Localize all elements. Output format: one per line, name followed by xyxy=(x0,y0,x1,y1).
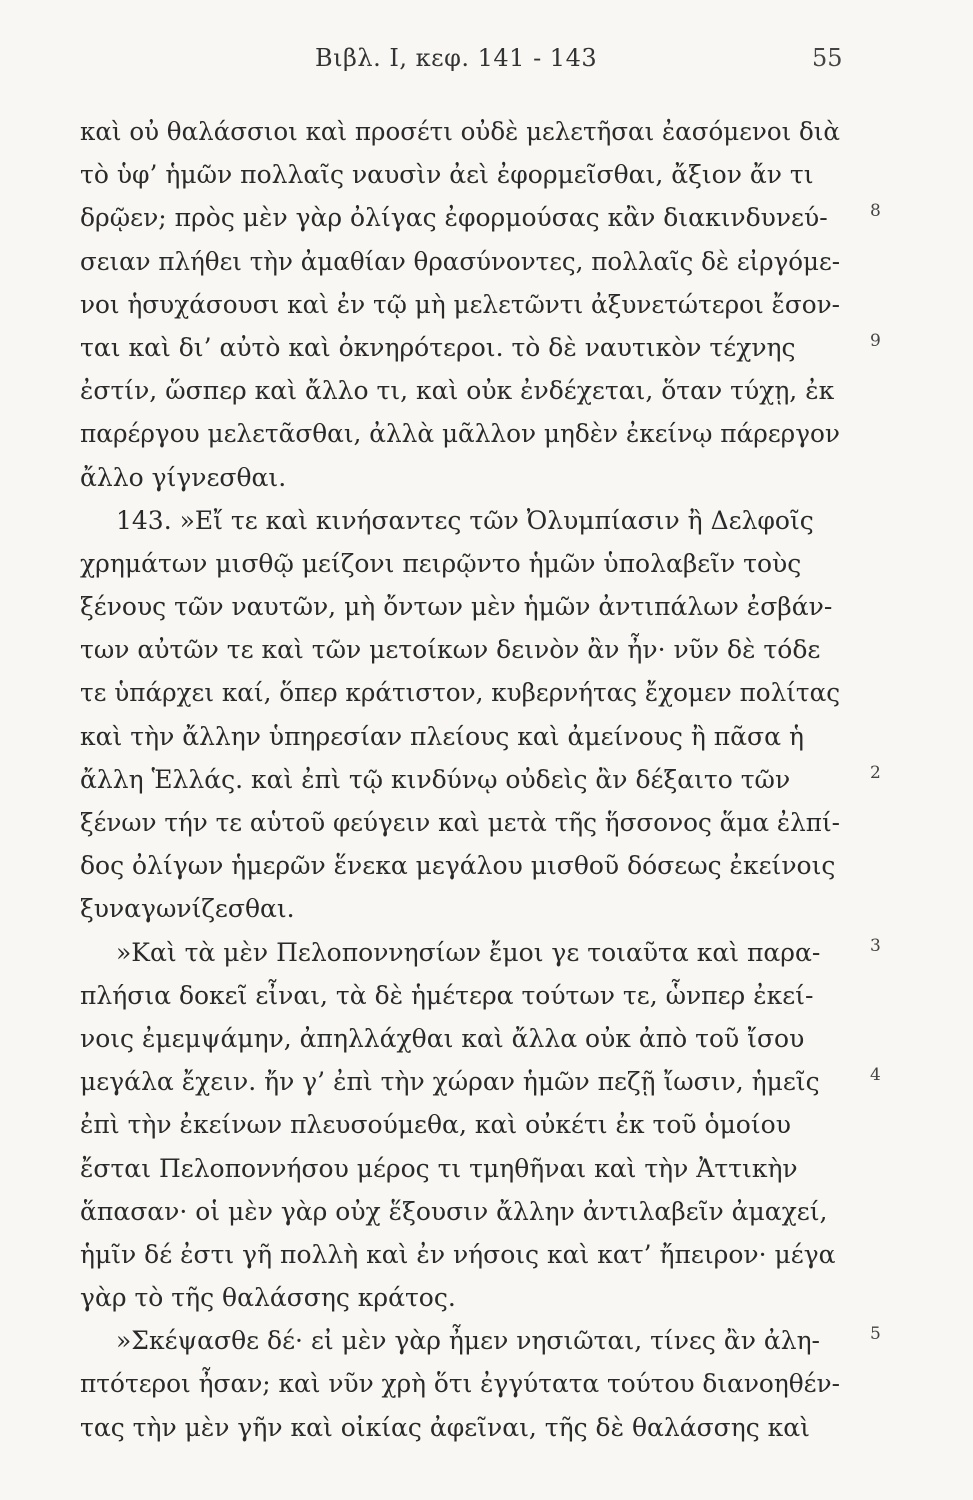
text-line xyxy=(80,1103,880,1146)
section-number: 4 xyxy=(870,1065,881,1086)
text-line xyxy=(80,1362,880,1405)
section-number: 3 xyxy=(870,935,881,956)
text-line xyxy=(80,1060,880,1103)
text-line xyxy=(80,1147,880,1190)
text-line xyxy=(80,887,880,930)
line-text: πλήσια δοκεῖ εἶναι, τὰ δὲ ἡμέτερα τούτων τε, ὧνπερ ἐκεί- xyxy=(80,980,814,1010)
text-line xyxy=(80,1406,880,1449)
text-line xyxy=(80,369,880,412)
line-text: τε ὑπάρχει καί, ὅπερ κράτιστον, κυβερνήτας ἔχομεν πολίτας xyxy=(80,678,841,708)
line-text: ται καὶ δι’ αὐτὸ καὶ ὀκνηρότεροι. τὸ δὲ ναυτικὸν τέχνης xyxy=(80,332,796,362)
line-text: μεγάλα ἔχειν. ἤν γ’ ἐπὶ τὴν χώραν ἡμῶν πεζῇ ἴωσιν, ἡμεῖς xyxy=(80,1067,820,1097)
text-line xyxy=(80,1233,880,1276)
section-number: 2 xyxy=(870,762,881,783)
line-text: ξένων τήν τε αὑτοῦ φεύγειν καὶ μετὰ τῆς ἥσσονος ἅμα ἐλπί- xyxy=(80,808,841,837)
text-line xyxy=(80,110,880,153)
text-line xyxy=(80,715,880,758)
text-line xyxy=(80,499,880,542)
text-line xyxy=(80,1276,880,1319)
text-line xyxy=(80,844,880,887)
line-text: καὶ οὐ θαλάσσιοι καὶ προσέτι οὐδὲ μελετῆσαι ἐασόμενοι διὰ xyxy=(80,117,840,146)
line-text: παρέργου μελετᾶσθαι, ἀλλὰ μᾶλλον μηδὲν ἐκείνῳ πάρεργον xyxy=(80,419,840,449)
line-text: ἄλλο γίγνεσθαι. xyxy=(80,462,287,492)
line-text: ἔσται Πελοποννήσου μέρος τι τμηθῆναι καὶ τὴν Ἀττικὴν xyxy=(80,1153,798,1183)
text-line xyxy=(80,585,880,628)
text-line xyxy=(80,1190,880,1233)
line-text: ἄλλη Ἑλλάς. καὶ ἐπὶ τῷ κινδύνῳ οὐδεὶς ἂν δέξαιτο τῶν xyxy=(80,764,791,794)
section-number: 8 xyxy=(870,201,881,222)
line-text: ξυναγωνίζεσθαι. xyxy=(80,894,295,924)
line-text: καὶ τὴν ἄλλην ὑπηρεσίαν πλείους καὶ ἀμείνους ἢ πᾶσα ἡ xyxy=(80,721,804,751)
line-text: γὰρ τὸ τῆς θαλάσσης κράτος. xyxy=(80,1283,456,1313)
line-text: ἐπὶ τὴν ἐκείνων πλευσούμεθα, καὶ οὐκέτι ἐκ τοῦ ὁμοίου xyxy=(80,1110,791,1140)
line-text: δος ὀλίγων ἡμερῶν ἕνεκα μεγάλου μισθοῦ δόσεως ἐκείνοις xyxy=(80,851,836,881)
line-text: ἡμῖν δέ ἐστι γῆ πολλὴ καὶ ἐν νήσοις καὶ κατ’ ἤπειρον· μέγα xyxy=(80,1239,836,1269)
text-line xyxy=(80,412,880,455)
text-line xyxy=(80,196,880,239)
text-line xyxy=(80,801,880,844)
text-line xyxy=(80,326,880,369)
section-number: 9 xyxy=(870,330,881,351)
text-line xyxy=(80,153,880,196)
text-body xyxy=(80,110,880,1449)
text-line xyxy=(80,628,880,671)
text-line xyxy=(80,456,880,499)
text-line xyxy=(80,1017,880,1060)
line-text: χρημάτων μισθῷ μείζονι πειρῷντο ἡμῶν ὑπολαβεῖν τοὺς xyxy=(80,548,802,578)
line-text: »Σκέψασθε δέ· εἰ μὲν γὰρ ἦμεν νησιῶται, τίνες ἂν ἀλη- xyxy=(116,1326,820,1356)
header-title: Βιβλ. Ι, κεφ. 141 - 143 xyxy=(315,44,598,72)
page-number: 55 xyxy=(812,44,843,72)
text-line xyxy=(80,931,880,974)
line-text: των αὐτῶν τε καὶ τῶν μετοίκων δεινὸν ἂν ἦν· νῦν δὲ τόδε xyxy=(80,635,821,665)
line-text: τας τὴν μὲν γῆν καὶ οἰκίας ἀφεῖναι, τῆς δὲ θαλάσσης καὶ xyxy=(80,1412,810,1442)
text-line xyxy=(80,283,880,326)
running-head xyxy=(0,44,973,84)
line-text: πτότεροι ἦσαν; καὶ νῦν χρὴ ὅτι ἐγγύτατα τούτου διανοηθέν- xyxy=(80,1369,840,1399)
line-text: »Καὶ τὰ μὲν Πελοποννησίων ἔμοι γε τοιαῦτα καὶ παρα- xyxy=(116,937,821,967)
line-text: τὸ ὑφ’ ἡμῶν πολλαῖς ναυσὶν ἀεὶ ἐφορμεῖσθαι, ἄξιον ἄν τι xyxy=(80,160,814,190)
section-number: 5 xyxy=(870,1324,881,1345)
line-text: 143. »Εἴ τε καὶ κινήσαντες τῶν Ὀλυμπίασιν ἢ Δελφοῖς xyxy=(116,505,814,535)
text-line xyxy=(80,758,880,801)
line-text: δρῷεν; πρὸς μὲν γὰρ ὀλίγας ἐφορμούσας κἂν διακινδυνεύ- xyxy=(80,203,828,233)
text-line xyxy=(80,671,880,714)
text-line xyxy=(80,1319,880,1362)
line-text: ἐστίν, ὥσπερ καὶ ἄλλο τι, καὶ οὐκ ἐνδέχεται, ὅταν τύχῃ, ἐκ xyxy=(80,376,835,406)
line-text: νοι ἡσυχάσουσι καὶ ἐν τῷ μὴ μελετῶντι ἀξυνετώτεροι ἔσον- xyxy=(80,289,840,319)
line-text: ἅπασαν· οἱ μὲν γὰρ οὐχ ἕξουσιν ἄλλην ἀντιλαβεῖν ἀμαχεί, xyxy=(80,1196,828,1226)
text-line xyxy=(80,240,880,283)
line-text: νοις ἐμεμψάμην, ἀπηλλάχθαι καὶ ἄλλα οὐκ ἀπὸ τοῦ ἴσου xyxy=(80,1023,805,1053)
text-line xyxy=(80,974,880,1017)
line-text: σειαν πλήθει τὴν ἀμαθίαν θρασύνοντες, πολλαῖς δὲ εἰργόμε- xyxy=(80,246,841,276)
text-line xyxy=(80,542,880,585)
line-text: ξένους τῶν ναυτῶν, μὴ ὄντων μὲν ἡμῶν ἀντιπάλων ἐσβάν- xyxy=(80,592,833,622)
